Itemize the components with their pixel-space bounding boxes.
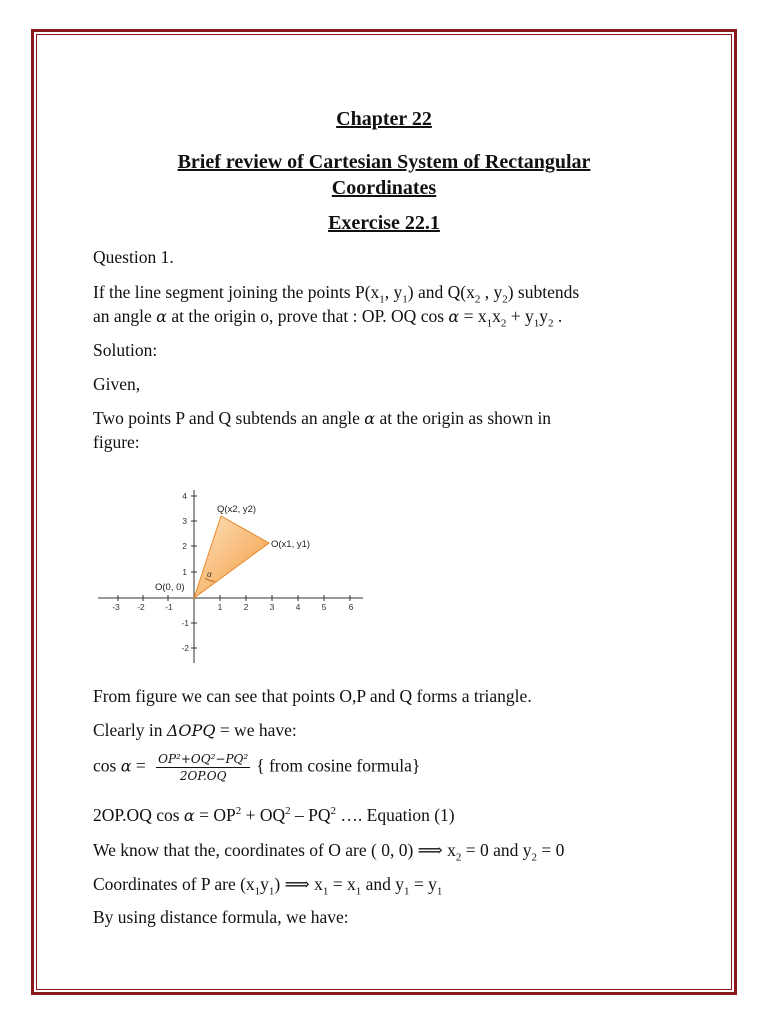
point-q-label: Q(x2, y2) (217, 504, 257, 515)
x-tick-label: 2 (243, 602, 249, 612)
given-label: Given, (93, 374, 141, 394)
origin-label: O(0, 0) (155, 582, 185, 593)
equation-1: 2OP.OQ $\cos \alpha = OP^2 + OQ^2 - PQ^2$ …. Equation (1) (93, 805, 455, 825)
x-tick-label: -1 (165, 602, 173, 612)
y-tick-label: 3 (182, 516, 187, 526)
alpha-label: α (207, 570, 212, 579)
coordinates-p: Coordinates of P are $(x_1y_1)$ ⟹ $x_1 = x_1$ and $y_1 = y_1$ (93, 874, 443, 898)
x-tick-label: 1 (217, 602, 223, 612)
cosine-fraction (156, 752, 250, 783)
point-p-label: O(x1, y1) (271, 539, 311, 550)
x-tick-label: 4 (295, 602, 301, 612)
clearly-text: Clearly in ΔOPQ = we have: (93, 720, 297, 740)
exercise-title: Exercise 22.1 (328, 212, 440, 234)
question-text-line2: an angle α at the origin o, prove that : OP. OQ $\cos \alpha = x_1x_2 + y_1y_2$ . (93, 306, 563, 330)
triangle-opq (194, 516, 269, 598)
cosine-formula: cos α = $\frac{\text{OP²+OQ²−PQ²}}{2OP.OQ}$ { from cosine formula} (93, 752, 421, 783)
y-tick-label: 4 (182, 491, 187, 501)
triangle-figure (93, 478, 368, 668)
chapter-title: Chapter 22 (336, 108, 432, 130)
x-tick-label: 6 (348, 602, 354, 612)
topic-title-line2: Coordinates (331, 177, 437, 199)
question-label: Question 1. (93, 247, 174, 267)
solution-label: Solution: (93, 340, 158, 360)
distance-formula-text: By using distance formula, we have: (93, 907, 349, 927)
given-text-line2: figure: (93, 432, 140, 452)
x-tick-label: 5 (321, 602, 327, 612)
fraction-numerator: OP²+OQ²−PQ² (158, 752, 249, 766)
given-text-line1: Two points P and Q subtends an angle α at the origin as shown in (93, 408, 552, 428)
topic-title-line1: Brief review of Cartesian System of Rectangular (177, 151, 591, 173)
y-tick-label: -2 (181, 643, 189, 653)
x-tick-label: 3 (269, 602, 275, 612)
fraction-denominator: 2OP.OQ (179, 769, 227, 783)
x-tick-label: -3 (112, 602, 120, 612)
y-tick-label: 1 (182, 567, 187, 577)
x-tick-label: -2 (137, 602, 145, 612)
question-text-line1: If the line segment joining the points $P(x_1$, $y_1$) and $Q(x_2$ , $y_2$) subtends (93, 282, 580, 306)
y-tick-label: 2 (182, 541, 187, 551)
coordinates-o: We know that the, coordinates of O are ( 0, 0) ⟹ $x_2 = 0$ and $y_2 = 0$ (93, 840, 565, 864)
triangle-text: From figure we can see that points O,P and Q forms a triangle. (93, 686, 532, 706)
y-tick-label: -1 (181, 618, 189, 628)
